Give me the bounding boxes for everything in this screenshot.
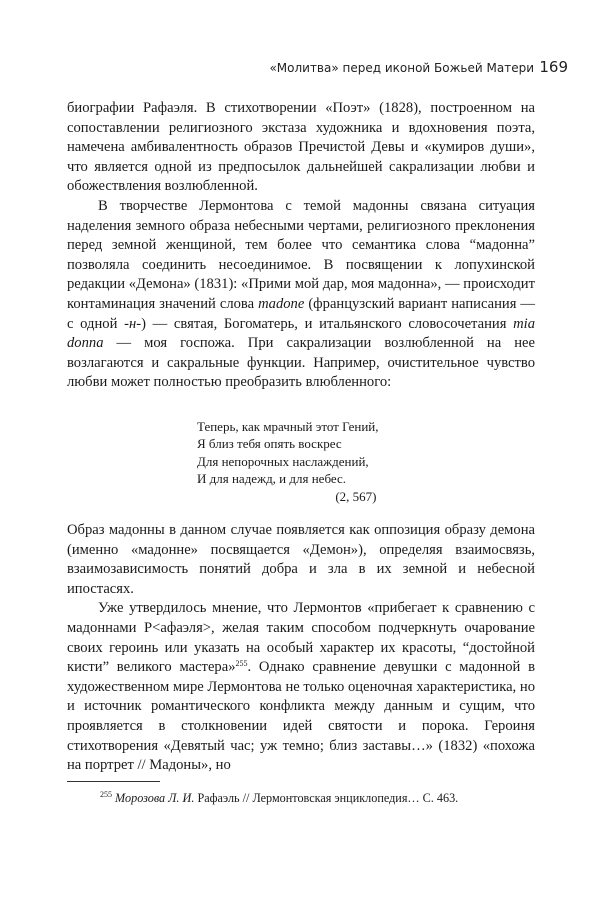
paragraph-4-part-b: . Однако сравнение девушки с мадонной в художественном мире Лермонтова не только оценочная характеристика, но и источник романтического конфликта между данным и сущим, что проявляется в столкновении идей святости и порока. Героиня стихотворения «Девятый час; уж темно; близ заставы…» (1832) «похожа на портрет // Мадоны», но <box>67 659 536 774</box>
footnote-divider <box>67 781 160 782</box>
term-mia-donna: mia donna <box>67 315 536 352</box>
footnote-author: Морозова Л. И. <box>115 791 195 805</box>
footnote-number: 255 <box>100 790 112 799</box>
verse-line: Я близ тебя опять воскрес <box>197 436 342 452</box>
page-number: 169 <box>539 58 568 76</box>
footnote-text: Рафаэль // Лермонтовская энциклопедия… С. 463. <box>194 791 459 805</box>
verse-line: И для надежд, и для небес. <box>197 471 346 487</box>
verse-quote <box>197 418 379 505</box>
footnote <box>100 791 458 806</box>
paragraph-4 <box>67 599 535 775</box>
body-text-top <box>67 99 535 393</box>
paragraph-2 <box>67 197 535 393</box>
term-n: -н- <box>124 315 142 332</box>
paragraph-3: Образ мадонны в данном случае появляется как оппозиция образу демона (именно «мадонне» посвящается «Демон»), определяя взаимосвязь, взаимозависимость понятий добра и зла в их земной и небесной ипостасях. <box>67 522 535 597</box>
running-title: «Молитва» перед иконой Божьей Матери <box>269 61 534 75</box>
verse-line: Теперь, как мрачный этот Гений, <box>197 419 379 434</box>
paragraph-2-part-c: ) — святая, Богоматерь, и итальянского словосочетания <box>141 315 514 332</box>
paragraph-2-part-b: (французский вариант написания — с одной <box>67 295 536 332</box>
paragraph-1: биографии Рафаэля. В стихотворении «Поэт» (1828), построенном на сопоставлении религиозного экстаза художника и вдохновения поэта, намечена амбивалентность образов Пречистой Девы и «кумиров души», что является одной из предпосылок дальнейшей сакрализации любви и обожествления возлюбленной. <box>67 100 535 195</box>
paragraph-2-part-a: В творчестве Лермонтова с темой мадонны связана ситуация наделения земного образа небесными чертами, религиозного преклонения перед земной женщиной, тем более что семантика слова “мадонна” позволяла соединить несоединимое. В посвящении к лопухинской редакции «Демона» (1831): «Прими мой дар, моя мадонна», — происходит контаминация значений слова <box>67 197 535 312</box>
footnote-reference[interactable]: 255 <box>235 659 248 669</box>
verse-line: Для непорочных наслаждений, <box>197 453 369 469</box>
paragraph-2-part-d: — моя госпожа. При сакрализации возлюбленной на нее возлагаются и сакральные функции. Например, очистительное чувство любви может полностью преобразить влюбленного: <box>67 335 535 391</box>
paragraph-4-part-a: Уже утвердилось мнение, что Лермонтов «прибегает к сравнению с мадоннами Р<афаэля>, желая таким способом подчеркнуть очарование своих героинь или указать на особый характер их красоты, “достойной кисти” великого мастера» <box>67 600 535 676</box>
body-text-bottom <box>67 521 535 776</box>
verse-citation: (2, 567) <box>335 488 377 504</box>
term-madone: madone <box>258 295 305 312</box>
